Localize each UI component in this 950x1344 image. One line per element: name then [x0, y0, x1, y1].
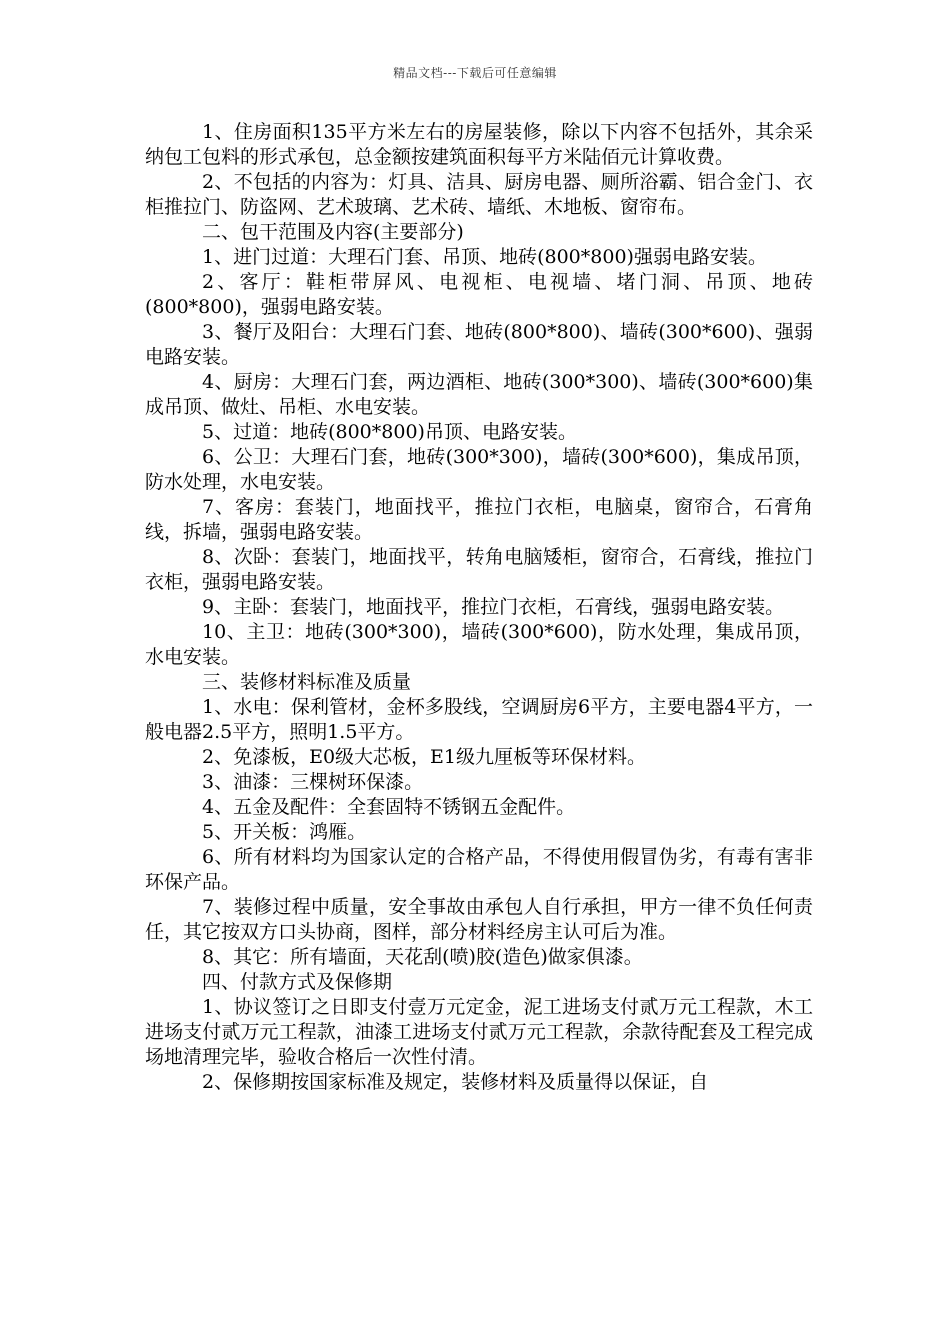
- paragraph-14: 2、免漆板，E0级大芯板，E1级九厘板等环保材料。: [202, 746, 647, 768]
- section-heading-2: 二、包干范围及内容(主要部分): [202, 221, 464, 243]
- paragraph-12: 10、主卫：地砖(300*300)，墙砖(300*600)，防水处理，集成吊顶，水电安装。: [145, 621, 813, 668]
- paragraph-6: 4、厨房：大理石门套，两边酒柜、地砖(300*300)、墙砖(300*600)集成吊顶、做灶、吊柜、水电安装。: [145, 371, 813, 418]
- paragraph-13: 1、水电：保利管材，金杯多股线，空调厨房6平方，主要电器4平方，一般电器2.5平方，照明1.5平方。: [145, 696, 813, 743]
- paragraph-22: 2、保修期按国家标准及规定，装修材料及质量得以保证，自: [202, 1071, 709, 1093]
- paragraph-3: 1、进门过道：大理石门套、吊顶、地砖(800*800)强弱电路安装。: [202, 246, 767, 268]
- paragraph-19: 7、装修过程中质量，安全事故由承包人自行承担，甲方一律不负任何责任，其它按双方口头协商，图样，部分材料经房主认可后为准。: [145, 896, 813, 943]
- paragraph-4: 2、客厅：鞋柜带屏风、电视柜、电视墙、堵门洞、吊顶、地砖(800*800)，强弱电路安装。: [145, 271, 813, 318]
- section-heading-4: 四、付款方式及保修期: [202, 971, 393, 993]
- section-heading-3: 三、装修材料标准及质量: [202, 671, 412, 693]
- paragraph-20: 8、其它：所有墙面，天花刮(喷)胶(造色)做家俱漆。: [202, 946, 643, 968]
- paragraph-16: 4、五金及配件：全套固特不锈钢五金配件。: [202, 796, 576, 818]
- paragraph-15: 3、油漆：三棵树环保漆。: [202, 771, 424, 793]
- paragraph-7: 5、过道：地砖(800*800)吊顶、电路安装。: [202, 421, 577, 443]
- paragraph-10: 8、次卧：套装门，地面找平，转角电脑矮柜，窗帘合，石膏线，推拉门衣柜，强弱电路安装。: [145, 546, 813, 593]
- paragraph-11: 9、主卧：套装门，地面找平，推拉门衣柜，石膏线，强弱电路安装。: [202, 596, 785, 618]
- paragraph-21: 1、协议签订之日即支付壹万元定金，泥工进场支付贰万元工程款，木工进场支付贰万元工程款，油漆工进场支付贰万元工程款，余款待配套及工程完成场地清理完毕，验收合格后一次性付清。: [145, 996, 813, 1068]
- page-header: 精品文档---下载后可任意编辑: [393, 66, 557, 80]
- paragraph-17: 5、开关板：鸿雁。: [202, 821, 367, 843]
- paragraph-2: 2、不包括的内容为：灯具、洁具、厨房电器、厕所浴霸、铝合金门、衣柜推拉门、防盗网、艺术玻璃、艺术砖、墙纸、木地板、窗帘布。: [145, 171, 813, 218]
- paragraph-5: 3、餐厅及阳台：大理石门套、地砖(800*800)、墙砖(300*600)、强弱电路安装。: [145, 321, 813, 368]
- paragraph-8: 6、公卫：大理石门套，地砖(300*300)，墙砖(300*600)，集成吊顶，防水处理，水电安装。: [145, 446, 813, 493]
- document-body: [145, 120, 813, 1095]
- paragraph-1: 1、住房面积135平方米左右的房屋装修，除以下内容不包括外，其余采纳包工包料的形式承包，总金额按建筑面积每平方米陆佰元计算收费。: [145, 121, 813, 168]
- paragraph-9: 7、客房：套装门，地面找平，推拉门衣柜，电脑桌，窗帘合，石膏角线，拆墙，强弱电路安装。: [145, 496, 813, 543]
- paragraph-18: 6、所有材料均为国家认定的合格产品，不得使用假冒伪劣，有毒有害非环保产品。: [145, 846, 813, 893]
